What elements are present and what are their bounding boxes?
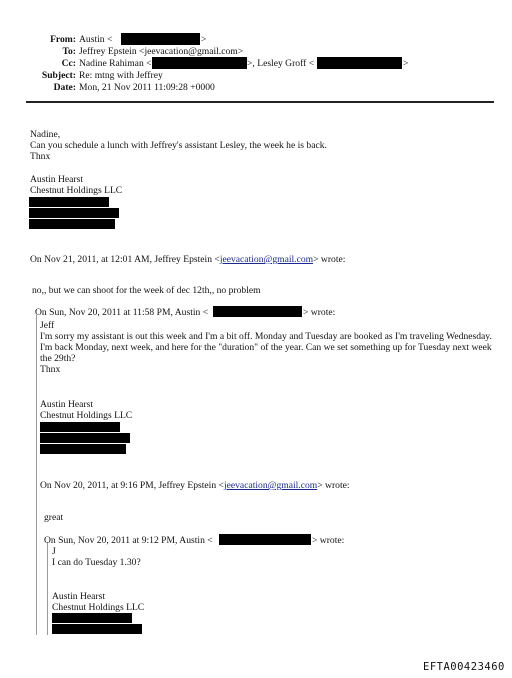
quote-intro bbox=[35, 307, 208, 318]
quote-intro bbox=[44, 535, 213, 546]
redaction-box bbox=[219, 534, 311, 545]
redaction-box bbox=[52, 613, 132, 623]
quote-intro-prefix: On Nov 20, 2011, at 9:16 PM, Jeffrey Epstein < bbox=[40, 480, 224, 491]
email-link[interactable]: jeevacation@gmail.com bbox=[223, 480, 318, 491]
redaction-box bbox=[121, 33, 200, 45]
cc-label: Cc: bbox=[61, 58, 76, 69]
from-value: Austin < bbox=[79, 34, 113, 45]
subject-value: Re: mtng with Jeffrey bbox=[79, 70, 163, 81]
signature-company: Chestnut Holdings LLC bbox=[30, 185, 123, 196]
cc-close: > bbox=[403, 58, 409, 69]
quote-greeting: J bbox=[52, 546, 56, 557]
quote-intro-suffix: > wrote: bbox=[312, 535, 345, 546]
redaction-box bbox=[40, 433, 130, 443]
to-value: Jeffrey Epstein <jeevacation@gmail.com> bbox=[79, 46, 244, 57]
signature-company: Chestnut Holdings LLC bbox=[52, 602, 145, 613]
quote-intro bbox=[30, 254, 345, 265]
quote-closing: Thnx bbox=[40, 364, 61, 375]
cc-value: Nadine Rahiman < bbox=[79, 58, 152, 69]
signature-name: Austin Hearst bbox=[30, 174, 84, 185]
quote-bar bbox=[36, 315, 37, 635]
quote-intro bbox=[40, 480, 350, 491]
quote-intro-prefix: On Nov 21, 2011, at 12:01 AM, Jeffrey Epstein < bbox=[30, 254, 220, 265]
email-link[interactable]: jeevacation@gmail.com bbox=[219, 254, 314, 265]
cc-mid: >, Lesley Groff < bbox=[247, 58, 315, 69]
quote-intro-suffix: > wrote: bbox=[303, 307, 336, 318]
quote-intro-prefix: On Sun, Nov 20, 2011 at 9:12 PM, Austin < bbox=[44, 535, 213, 546]
redaction-box bbox=[213, 306, 302, 317]
redaction-box bbox=[29, 219, 115, 229]
quote-intro-suffix: > wrote: bbox=[317, 480, 350, 491]
quote-intro-suffix: > wrote: bbox=[313, 254, 346, 265]
quote-body: great bbox=[44, 512, 64, 523]
quote-greeting: Jeff bbox=[40, 320, 55, 331]
signature-name: Austin Hearst bbox=[52, 591, 106, 602]
quote-bar bbox=[47, 542, 48, 635]
from-close: > bbox=[201, 34, 207, 45]
document-id: EFTA00423460 bbox=[423, 661, 505, 673]
date-value: Mon, 21 Nov 2011 11:09:28 +0000 bbox=[79, 82, 215, 93]
message-closing: Thnx bbox=[30, 151, 51, 162]
redaction-box bbox=[40, 444, 126, 454]
signature-company: Chestnut Holdings LLC bbox=[40, 410, 133, 421]
message-greeting: Nadine, bbox=[30, 129, 61, 140]
redaction-box bbox=[29, 208, 119, 218]
redaction-box bbox=[29, 197, 109, 207]
redaction-box bbox=[40, 422, 120, 432]
redaction-box bbox=[152, 57, 247, 69]
signature-name: Austin Hearst bbox=[40, 399, 94, 410]
quote-body: I'm sorry my assistant is out this week and I'm a bit off. Monday and Tuesday are booked as I'm traveling Wednesday. I'm back Monday, next week, and here for the "duration" of the year. Can we set something up for Tuesday next week the 29th? bbox=[40, 331, 492, 364]
subject-label: Subject: bbox=[41, 70, 76, 81]
header-divider bbox=[26, 101, 494, 103]
quote-body: no,, but we can shoot for the week of dec 12th,, no problem bbox=[32, 285, 261, 296]
quote-body: I can do Tuesday 1.30? bbox=[52, 557, 141, 568]
redaction-box bbox=[317, 57, 402, 69]
redaction-box bbox=[52, 624, 142, 634]
to-label: To: bbox=[62, 46, 76, 57]
message-body: Can you schedule a lunch with Jeffrey's assistant Lesley, the week he is back. bbox=[30, 140, 327, 151]
date-label: Date: bbox=[53, 82, 76, 93]
from-label: From: bbox=[50, 34, 76, 45]
quote-intro-prefix: On Sun, Nov 20, 2011 at 11:58 PM, Austin < bbox=[35, 307, 209, 318]
